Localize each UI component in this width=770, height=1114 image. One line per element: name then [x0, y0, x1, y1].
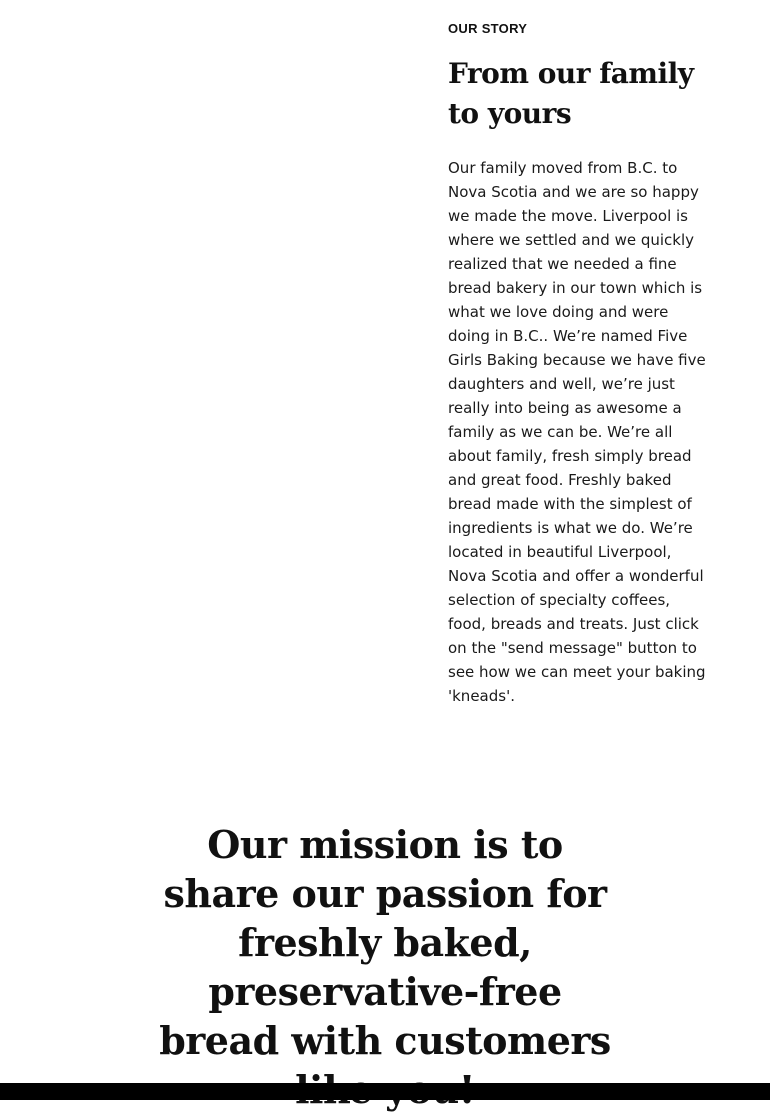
our-story-section	[448, 20, 718, 708]
section-eyebrow: OUR STORY	[448, 21, 528, 36]
story-heading: From our family to yours	[448, 57, 694, 130]
story-body-text: Our family moved from B.C. to Nova Scotia and we are so happy we made the move. Liverpool is where we settled and we quickly realized that we needed a fine bread bakery in our town which is what we love doing and were doing in B.C.. We’re named Five Girls Baking because we have five daughters and well, we’re just really into being as awesome a family as we can be. We’re all about family, fresh simply bread and great food. Freshly baked bread made with the simplest of ingredients is what we do. We’re located in beautiful Liverpool, Nova Scotia and offer a wonderful selection of specialty coffees, food, breads and treats. Just click on the "send message" button to see how we can meet your baking 'kneads'.	[448, 159, 706, 705]
footer-bar	[0, 1083, 770, 1100]
mission-statement: Our mission is to share our passion for freshly baked, preservative-free bread with customers	[159, 822, 611, 1063]
